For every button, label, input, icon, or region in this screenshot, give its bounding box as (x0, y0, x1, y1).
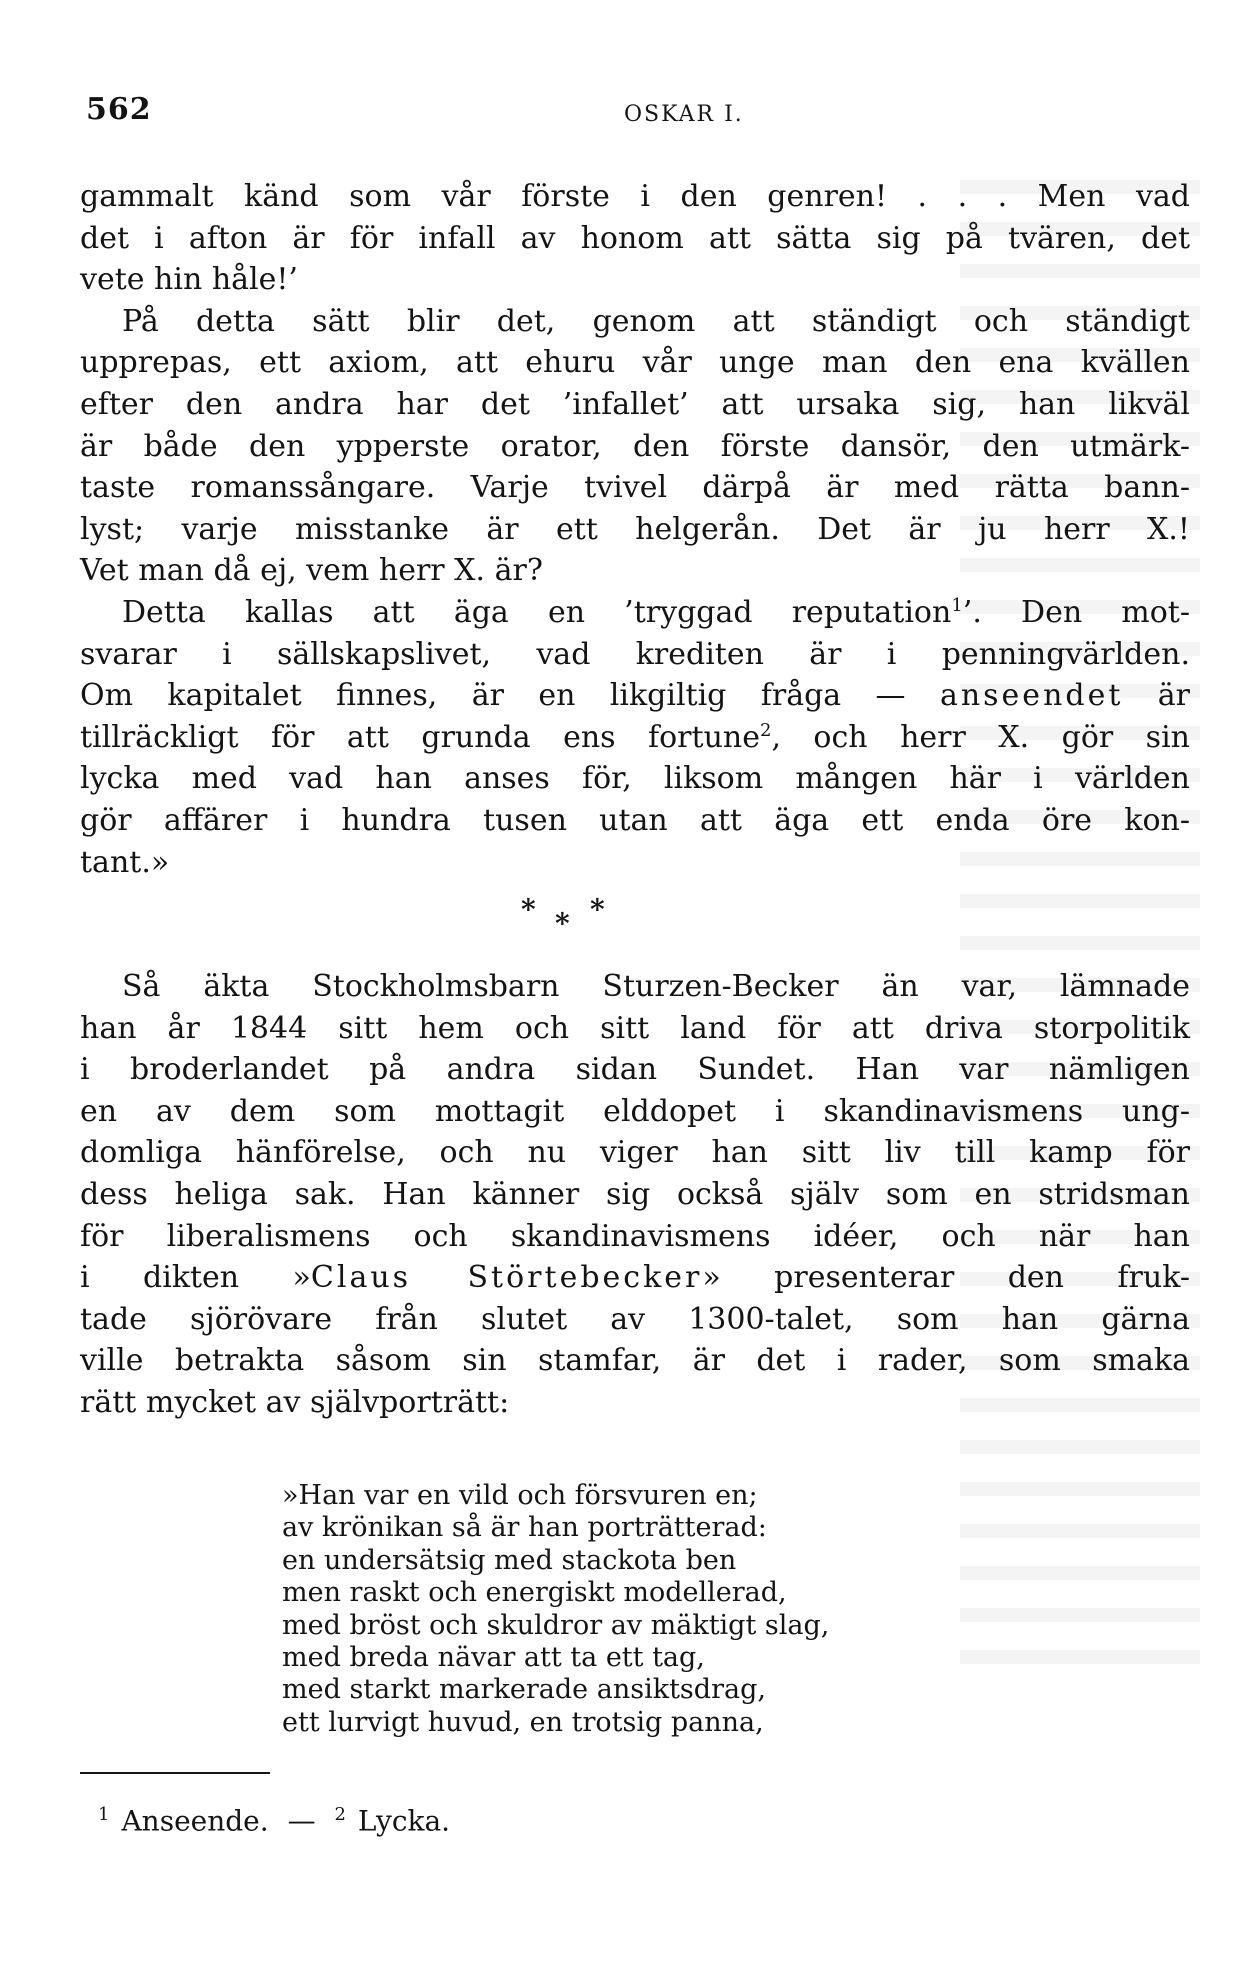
text-fragment: ’. Den mot- (962, 594, 1191, 630)
text-line: gammalt känd som vår förste i den genren! . . . Men vad (80, 179, 1190, 214)
footnote-ref-1: 1 (951, 594, 963, 616)
text-line: vete hin håle!’ (80, 262, 298, 298)
text-line: gör affärer i hundra tusen utan att äga ett enda öre kon- (80, 802, 1190, 838)
text-fragment: är (1123, 678, 1191, 714)
text-fragment: i dikten » (80, 1260, 311, 1296)
text-line (80, 592, 1190, 634)
text-line: är både den ypperste orator, den förste dansör, den utmärk- (80, 428, 1190, 464)
text-line: ville betrakta såsom sin stamfar, är det i rader, som smaka (80, 1343, 1190, 1379)
asterisk: * (590, 893, 605, 927)
text-fragment: tillräckligt för att grunda ens fortune (80, 719, 760, 755)
poem-line: med breda nävar att ta ett tag, (282, 1642, 705, 1674)
section-break-asterism (80, 883, 1190, 966)
poem-line: av krönikan så är han porträtterad: (282, 1512, 767, 1544)
text-line: Vet man då ej, vem herr X. är? (80, 553, 543, 589)
running-head: OSKAR I. (624, 102, 744, 127)
text-line: taste romanssångare. Varje tvivel därpå är med rätta bann- (80, 470, 1190, 506)
text-line: svarar i sällskapslivet, vad krediten är i penningvärlden. (80, 636, 1190, 672)
text-line: han år 1844 sitt hem och sitt land för att driva storpolitik (80, 1010, 1190, 1046)
poem-line: med starkt markerade ansiktsdrag, (282, 1674, 766, 1706)
text-line: en av dem som mottagit elddopet i skandinavismens ung- (80, 1093, 1190, 1129)
text-line (80, 675, 1190, 717)
footnotes (98, 1804, 450, 1837)
asterisk: * (555, 907, 570, 941)
text-fragment: Detta kallas att äga en ’tryggad reputation (122, 594, 952, 630)
poem-line: men raskt och energiskt modellerad, (282, 1577, 787, 1609)
footnote-number-2: 2 (334, 1804, 346, 1825)
text-line: tade sjörövare från slutet av 1300-talet, som han gärna (80, 1301, 1190, 1337)
text-line: lyst; varje misstanke är ett helgerån. Det är ju herr X.! (80, 511, 1190, 547)
footnote-divider (80, 1772, 270, 1774)
text-fragment: » presenterar den fruk- (702, 1260, 1190, 1296)
text-line: På detta sätt blir det, genom att ständigt och ständigt (122, 303, 1190, 339)
text-line: det i afton är för infall av honom att sätta sig på tvären, det (80, 220, 1190, 256)
text-line: i broderlandet på andra sidan Sundet. Han var nämligen (80, 1052, 1190, 1088)
text-line (80, 717, 1190, 759)
text-line: efter den andra har det ’infallet’ att ursaka sig, han likväl (80, 386, 1190, 422)
text-fragment: Om kapitalet finnes, är en likgiltig fråga — (80, 678, 940, 714)
poem-line: ett lurvigt huvud, en trotsig panna, (282, 1706, 764, 1738)
footnote-number-1: 1 (98, 1804, 110, 1825)
text-line: rätt mycket av självporträtt: (80, 1385, 510, 1421)
poem-line: med bröst och skuldror av mäktigt slag, (282, 1609, 830, 1641)
text-line: tant.» (80, 844, 170, 880)
page-header (86, 92, 1196, 132)
text-line: Så äkta Stockholmsbarn Sturzen-Becker än var, lämnade (122, 969, 1190, 1005)
text-fragment: , och herr X. gör sin (771, 719, 1190, 755)
text-line: lycka med vad han anses för, liksom mången här i världen (80, 761, 1190, 797)
poem-line: »Han var en vild och försvuren en; (282, 1480, 758, 1511)
poem-quote (282, 1480, 829, 1739)
text-line: domliga hänförelse, och nu viger han sitt liv till kamp för (80, 1135, 1190, 1171)
spaced-emphasis: Claus Störtebecker (310, 1260, 703, 1296)
footnote-separator: — (287, 1804, 316, 1838)
asterisk: * (521, 893, 536, 927)
poem-line: en undersätsig med stackota ben (282, 1544, 737, 1576)
text-line: upprepas, ett axiom, att ehuru vår unge man den ena kvällen (80, 345, 1190, 381)
text-line: dess heliga sak. Han känner sig också själv som en stridsman (80, 1177, 1190, 1213)
body-text (80, 176, 1190, 1424)
footnote-text-2: Lycka. (357, 1804, 451, 1838)
page-number: 562 (86, 92, 152, 127)
text-line (80, 1257, 1190, 1299)
text-line: för liberalismens och skandinavismens idéer, och när han (80, 1218, 1190, 1254)
spaced-emphasis: anseendet (939, 678, 1124, 714)
footnote-ref-2: 2 (759, 719, 772, 741)
footnote-text-1: Anseende. (121, 1804, 269, 1838)
